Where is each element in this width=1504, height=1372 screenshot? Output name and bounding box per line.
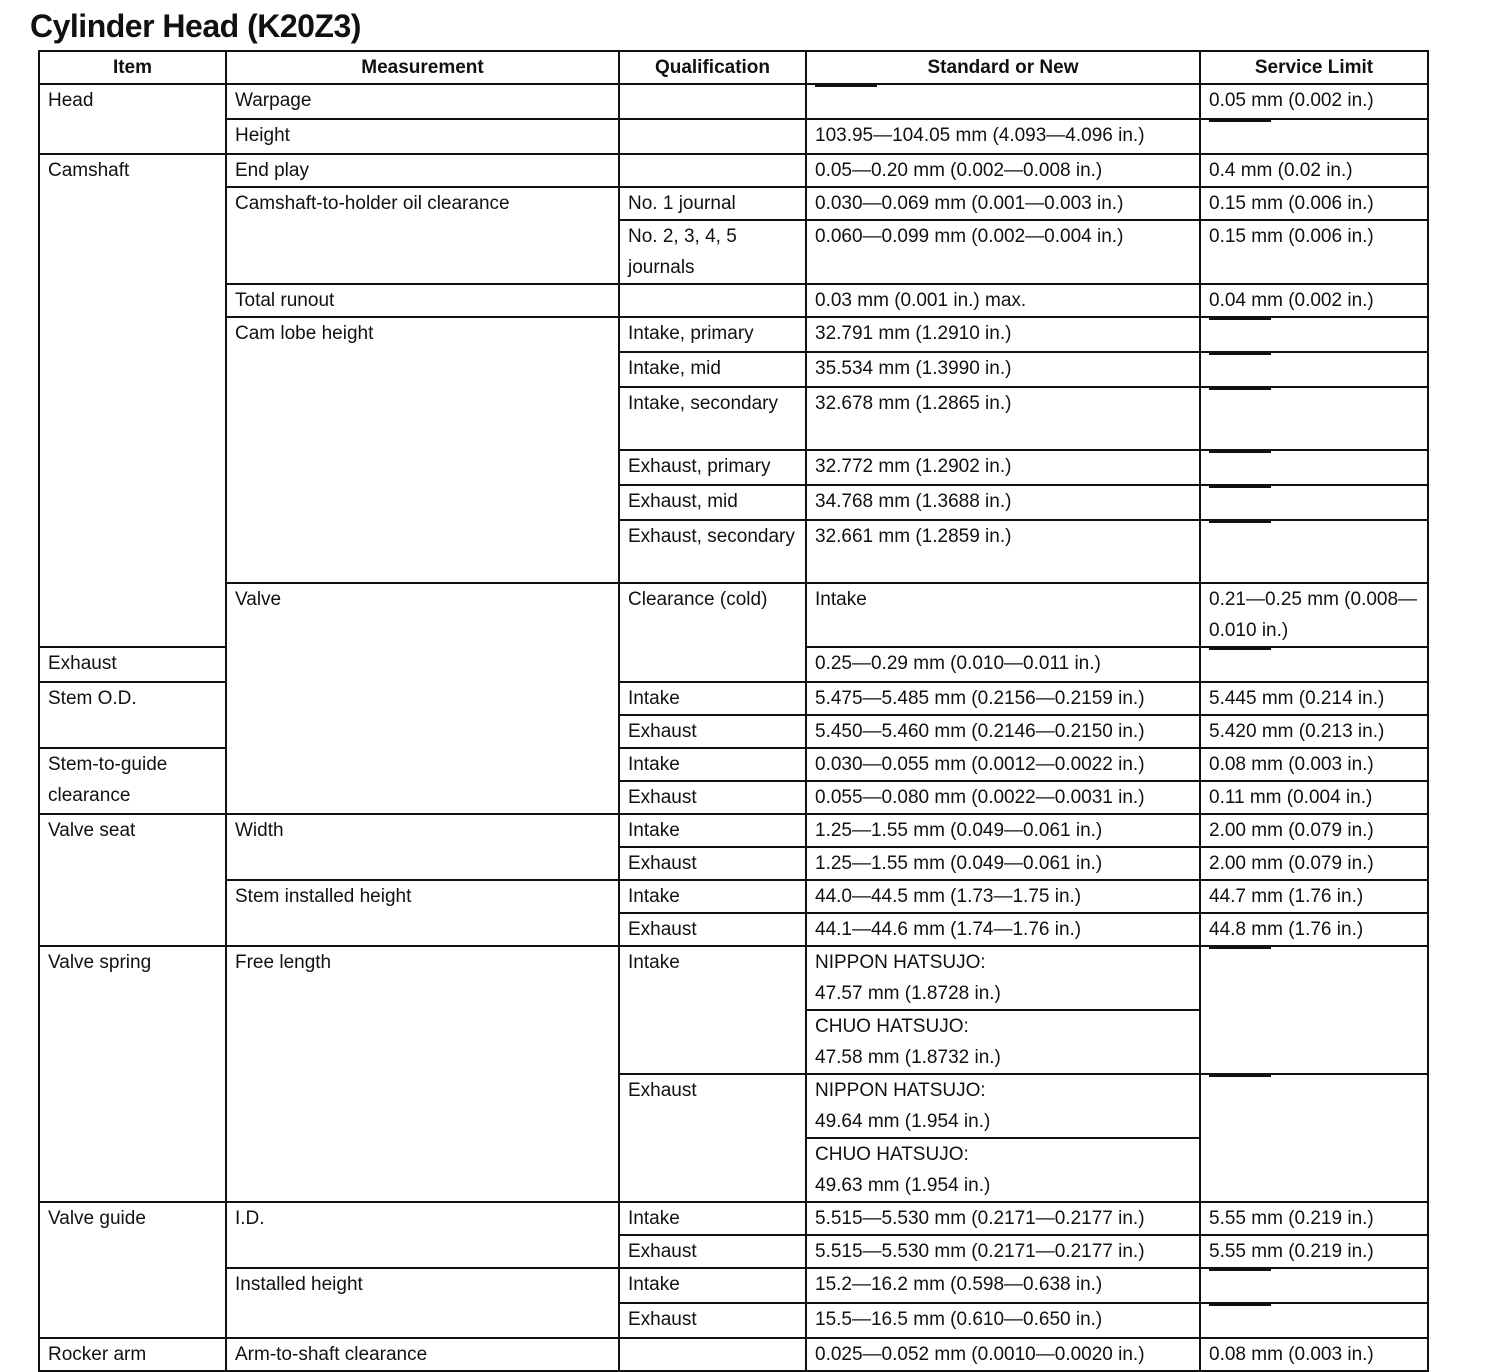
measurement-cell: Installed height <box>226 1268 619 1338</box>
dash-mark <box>1209 521 1271 554</box>
service-cell <box>1200 1074 1428 1202</box>
maker-label: CHUO HATSUJO: <box>815 1144 969 1165</box>
qualification-cell <box>619 154 806 187</box>
standard-cell <box>806 84 1200 119</box>
service-cell: 0.11 mm (0.004 in.) <box>1200 781 1428 814</box>
qualification-cell: Exhaust <box>619 913 806 946</box>
dash-mark <box>1209 648 1271 681</box>
table-row <box>39 1268 1428 1303</box>
standard-cell: 15.5—16.5 mm (0.610—0.650 in.) <box>806 1303 1200 1338</box>
table-row <box>39 84 1428 119</box>
dash-mark <box>1209 1269 1271 1302</box>
service-cell: 5.55 mm (0.219 in.) <box>1200 1235 1428 1268</box>
measurement-cell: Width <box>226 814 619 880</box>
item-cell: Valve spring <box>39 946 226 1202</box>
standard-cell: 5.515—5.530 mm (0.2171—0.2177 in.) <box>806 1202 1200 1235</box>
table-row <box>39 154 1428 187</box>
standard-cell: 1.25—1.55 mm (0.049—0.061 in.) <box>806 847 1200 880</box>
dash-mark <box>1209 120 1271 153</box>
standard-cell: 103.95—104.05 mm (4.093—4.096 in.) <box>806 119 1200 154</box>
table-row <box>39 814 1428 847</box>
qualification-cell: Exhaust <box>619 781 806 814</box>
measurement-cell: Camshaft-to-holder oil clearance <box>226 187 619 284</box>
measurement-cell: Warpage <box>226 84 619 119</box>
standard-cell: 0.055—0.080 mm (0.0022—0.0031 in.) <box>806 781 1200 814</box>
qualification-cell: Intake <box>619 1202 806 1235</box>
standard-cell: 0.025—0.052 mm (0.0010—0.0020 in.) <box>806 1338 1200 1371</box>
service-cell: 0.04 mm (0.002 in.) <box>1200 284 1428 317</box>
standard-cell: 44.0—44.5 mm (1.73—1.75 in.) <box>806 880 1200 913</box>
qualification-cell: Intake <box>806 583 1200 647</box>
qualification-cell: Intake <box>619 814 806 847</box>
qualification-cell: Intake <box>619 682 806 715</box>
measurement-cell: Stem installed height <box>226 880 619 946</box>
standard-cell: 0.05—0.20 mm (0.002—0.008 in.) <box>806 154 1200 187</box>
table-row <box>39 317 1428 352</box>
standard-cell: 0.030—0.055 mm (0.0012—0.0022 in.) <box>806 748 1200 781</box>
qualification-cell: Intake, primary <box>619 317 806 352</box>
measurement-cell: Arm-to-shaft clearance <box>226 1338 619 1371</box>
qualification-cell: Intake <box>619 748 806 781</box>
page-title: Cylinder Head (K20Z3) <box>30 8 361 44</box>
item-cell: Camshaft <box>39 154 226 647</box>
qualification-cell: Exhaust <box>619 847 806 880</box>
header-qualification: Qualification <box>619 51 806 84</box>
service-cell <box>1200 1268 1428 1303</box>
service-cell: 0.08 mm (0.003 in.) <box>1200 748 1428 781</box>
standard-cell: 5.450—5.460 mm (0.2146—0.2150 in.) <box>806 715 1200 748</box>
service-cell: 2.00 mm (0.079 in.) <box>1200 847 1428 880</box>
measurement-cell: End play <box>226 154 619 187</box>
qualification-cell: No. 2, 3, 4, 5 journals <box>619 220 806 284</box>
standard-cell: 44.1—44.6 mm (1.74—1.76 in.) <box>806 913 1200 946</box>
standard-cell: 0.060—0.099 mm (0.002—0.004 in.) <box>806 220 1200 284</box>
qualification-cell <box>619 119 806 154</box>
item-cell: Rocker arm <box>39 1338 226 1371</box>
standard-cell: 15.2—16.2 mm (0.598—0.638 in.) <box>806 1268 1200 1303</box>
maker-value: 47.57 mm (1.8728 in.) <box>815 983 1001 1004</box>
service-cell <box>1200 317 1428 352</box>
table-row <box>39 583 1428 647</box>
table-row <box>39 284 1428 317</box>
service-cell: 44.8 mm (1.76 in.) <box>1200 913 1428 946</box>
standard-cell: 32.678 mm (1.2865 in.) <box>806 387 1200 450</box>
measurement-cell: Height <box>226 119 619 154</box>
header-measurement: Measurement <box>226 51 619 84</box>
qualification-cell: Exhaust <box>619 1303 806 1338</box>
maker-label: NIPPON HATSUJO: <box>815 952 986 973</box>
measurement-cell: I.D. <box>226 1202 619 1268</box>
service-cell: 5.445 mm (0.214 in.) <box>1200 682 1428 715</box>
standard-cell <box>806 946 1200 1010</box>
item-cell: Valve <box>226 583 619 814</box>
dash-mark <box>1209 353 1271 386</box>
item-cell: Head <box>39 84 226 154</box>
standard-cell: 5.515—5.530 mm (0.2171—0.2177 in.) <box>806 1235 1200 1268</box>
header-standard: Standard or New <box>806 51 1200 84</box>
standard-cell <box>806 1010 1200 1074</box>
maker-label: NIPPON HATSUJO: <box>815 1080 986 1101</box>
measurement-cell: Cam lobe height <box>226 317 619 583</box>
service-cell: 44.7 mm (1.76 in.) <box>1200 880 1428 913</box>
qualification-cell: Exhaust, primary <box>619 450 806 485</box>
service-cell <box>1200 647 1428 682</box>
qualification-cell: Exhaust <box>619 715 806 748</box>
service-cell <box>1200 520 1428 583</box>
table-row <box>39 187 1428 220</box>
qualification-cell: Intake <box>619 1268 806 1303</box>
standard-cell <box>806 1138 1200 1202</box>
standard-cell: 32.772 mm (1.2902 in.) <box>806 450 1200 485</box>
standard-cell: 34.768 mm (1.3688 in.) <box>806 485 1200 520</box>
maker-value: 47.58 mm (1.8732 in.) <box>815 1047 1001 1068</box>
qualification-cell: No. 1 journal <box>619 187 806 220</box>
service-cell <box>1200 946 1428 1074</box>
dash-mark <box>1209 1304 1271 1337</box>
standard-cell: 0.21—0.25 mm (0.008—0.010 in.) <box>1200 583 1428 647</box>
measurement-cell: Free length <box>226 946 619 1202</box>
measurement-cell: Clearance (cold) <box>619 583 806 682</box>
qualification-cell: Exhaust <box>619 1235 806 1268</box>
measurement-cell: Total runout <box>226 284 619 317</box>
qualification-cell: Exhaust <box>619 1074 806 1202</box>
table-row <box>39 946 1428 1010</box>
qualification-cell: Intake <box>619 946 806 1074</box>
service-cell: 5.55 mm (0.219 in.) <box>1200 1202 1428 1235</box>
standard-cell <box>806 1074 1200 1138</box>
standard-cell: 5.475—5.485 mm (0.2156—0.2159 in.) <box>806 682 1200 715</box>
qualification-cell <box>619 1338 806 1371</box>
service-cell: 0.15 mm (0.006 in.) <box>1200 187 1428 220</box>
service-cell <box>1200 1303 1428 1338</box>
table-row <box>39 880 1428 913</box>
table-row <box>39 119 1428 154</box>
table-row <box>39 1338 1428 1371</box>
header-item: Item <box>39 51 226 84</box>
dash-mark <box>1209 451 1271 484</box>
table-header-row <box>39 51 1428 84</box>
item-cell: Valve guide <box>39 1202 226 1338</box>
measurement-cell: Stem O.D. <box>39 682 226 748</box>
service-cell: 0.15 mm (0.006 in.) <box>1200 220 1428 284</box>
service-cell: 2.00 mm (0.079 in.) <box>1200 814 1428 847</box>
item-cell: Valve seat <box>39 814 226 946</box>
maker-label: CHUO HATSUJO: <box>815 1016 969 1037</box>
qualification-cell <box>619 284 806 317</box>
service-cell <box>1200 485 1428 520</box>
qualification-cell: Exhaust <box>39 647 226 682</box>
header-service-limit: Service Limit <box>1200 51 1428 84</box>
qualification-cell: Intake, mid <box>619 352 806 387</box>
service-cell <box>1200 387 1428 450</box>
service-cell <box>1200 450 1428 485</box>
standard-cell: 35.534 mm (1.3990 in.) <box>806 352 1200 387</box>
maker-value: 49.64 mm (1.954 in.) <box>815 1111 991 1132</box>
maker-value: 49.63 mm (1.954 in.) <box>815 1175 991 1196</box>
service-cell: 0.4 mm (0.02 in.) <box>1200 154 1428 187</box>
table-row <box>39 1202 1428 1235</box>
standard-cell: 0.03 mm (0.001 in.) max. <box>806 284 1200 317</box>
spec-table <box>38 50 1429 1372</box>
service-cell: 0.05 mm (0.002 in.) <box>1200 84 1428 119</box>
qualification-cell: Exhaust, secondary <box>619 520 806 583</box>
dash-mark <box>1209 318 1271 351</box>
standard-cell: 0.25—0.29 mm (0.010—0.011 in.) <box>806 647 1200 682</box>
standard-cell: 0.030—0.069 mm (0.001—0.003 in.) <box>806 187 1200 220</box>
measurement-cell: Stem-to-guide clearance <box>39 748 226 814</box>
dash-mark <box>1209 947 1271 980</box>
standard-cell: 1.25—1.55 mm (0.049—0.061 in.) <box>806 814 1200 847</box>
service-cell: 0.08 mm (0.003 in.) <box>1200 1338 1428 1371</box>
dash-mark <box>1209 388 1271 421</box>
service-cell <box>1200 119 1428 154</box>
qualification-cell: Intake, secondary <box>619 387 806 450</box>
qualification-cell: Exhaust, mid <box>619 485 806 520</box>
dash-mark <box>1209 486 1271 519</box>
service-cell: 5.420 mm (0.213 in.) <box>1200 715 1428 748</box>
service-cell <box>1200 352 1428 387</box>
dash-mark <box>1209 1075 1271 1108</box>
qualification-cell <box>619 84 806 119</box>
qualification-cell: Intake <box>619 880 806 913</box>
dash-mark <box>815 85 877 118</box>
standard-cell: 32.661 mm (1.2859 in.) <box>806 520 1200 583</box>
standard-cell: 32.791 mm (1.2910 in.) <box>806 317 1200 352</box>
